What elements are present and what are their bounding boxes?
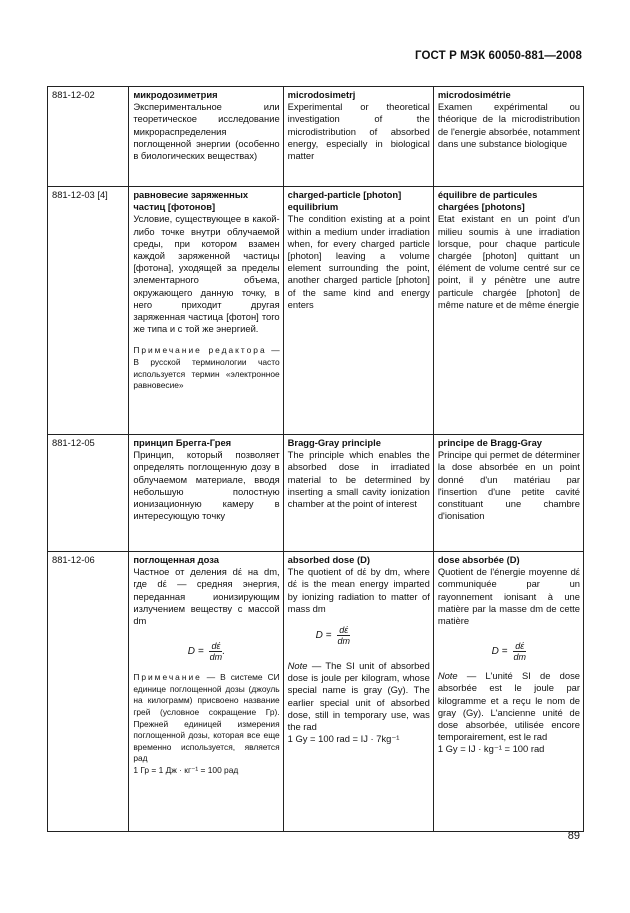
note-label: Примечание: [133, 672, 202, 683]
russian-term: равновесие заряженных частиц [фотонов]: [133, 189, 249, 213]
english-definition: The quotient of dέ by dm, where dέ is the mean energy imparted by ionizing radiation to matter of mass dm: [287, 566, 430, 614]
note-label: Примечание редактора: [133, 345, 267, 356]
russian-cell: [129, 435, 283, 552]
french-note: [438, 670, 580, 743]
english-term: charged-particle [photon] equilibrium: [287, 189, 402, 213]
formula-equals: =: [501, 646, 508, 658]
english-definition: Experimental or theoretical investigation of the microdistribution of absorbed energy, especially in biological matter: [287, 101, 430, 162]
unit-equation: 1 Гр = 1 Дж · кг⁻¹ = 100 рад: [133, 764, 239, 775]
table-row: [48, 552, 584, 832]
unit-equation: 1 Gy = 100 rad = IJ · 7kg⁻¹: [287, 733, 400, 745]
russian-note: [133, 672, 279, 765]
term-id-cell: 881-12-06: [48, 552, 129, 832]
french-term: dose absorbée (D): [437, 554, 520, 565]
french-cell: [433, 552, 583, 832]
formula-equals: =: [197, 646, 204, 658]
french-cell: [433, 187, 583, 435]
table-row: [48, 87, 584, 187]
table-row: [48, 187, 584, 435]
french-definition: Principe qui permet de déterminer la dose absorbée en un point donné d'un matériau par l'insertion d'une petite cavité constituant une chambre d'ionisation: [437, 449, 580, 522]
formula-fraction: [513, 641, 526, 662]
absorbed-dose-formula: [288, 625, 430, 646]
note-text: — В русской терминологии часто используется термин «электронное равновесие»: [133, 345, 280, 391]
english-note: [288, 660, 430, 733]
english-cell: [283, 187, 433, 435]
absorbed-dose-formula: [133, 641, 279, 662]
french-cell: [433, 435, 583, 552]
english-cell: [283, 435, 433, 552]
english-definition: The condition existing at a point within a medium under irradiation when, for every charged particle [photon] leaving a volume element surrounding the point, another charged particle [photon] of the same kind and energy enters: [287, 213, 430, 310]
formula-denominator: dm: [337, 636, 351, 647]
note-text: — L'unité SI de dose absorbée est le joule par kilogramme et a reçu le nom de gray (Gy). L'ancienne unité de dose absorbée, utilisée encore temporairement, est le rad: [437, 670, 580, 743]
formula-period: .: [222, 646, 226, 658]
formula-numerator: dέ: [339, 625, 349, 636]
russian-term: микродозиметрия: [133, 89, 218, 100]
formula-fraction: [209, 641, 222, 662]
russian-definition: Принцип, который позволяет определять поглощенную дозу в облучаемом материале, вводя небольшую полостную ионизационную камеру в интересующую точку: [133, 449, 280, 522]
formula-lhs: D: [491, 646, 499, 658]
french-term: équilibre de particules chargées [photons]: [437, 189, 538, 213]
note-text: — В системе СИ единице поглощенной дозы (джоуль на килограмм) присвоено название грей (условное сокращение Гр). Прежней единицей измерения поглощенной дозы, которая все еще временно используется, является рад: [133, 672, 280, 764]
formula-numerator: dέ: [211, 641, 221, 652]
document-header: ГОСТ Р МЭК 60050-881—2008: [415, 50, 582, 62]
formula-denominator: dm: [513, 652, 526, 663]
english-definition: The principle which enables the absorbed dose in irradiated material to be determined by inserting a small cavity ionization chamber at the point of interest: [287, 449, 430, 510]
note-label: Note: [437, 670, 458, 682]
french-definition: Examen expérimental ou théorique de la microdistribution de l'energie absorbée, notamment dans une substance biologique: [437, 101, 580, 149]
french-definition: Quotient de l'énergie moyenne dέ communiquée par un rayonnement ionisant à une matière par la masse dm de cette matière: [437, 566, 580, 627]
formula-lhs: D: [187, 646, 196, 658]
russian-definition: Частное от деления dέ на dm, где dέ — средняя энергия, переданная ионизирующим излучением веществу с массой dm: [133, 566, 280, 627]
russian-note: [133, 345, 279, 391]
french-cell: [433, 87, 583, 187]
english-cell: [283, 552, 433, 832]
english-term: Bragg-Gray principle: [287, 437, 381, 448]
russian-term: поглощенная доза: [133, 554, 219, 565]
note-text: — The SI unit of absorbed dose is joule per kilogram, whose special name is gray (Gy). The earlier special unit of absorbed dose, still in temporary use, was the rad: [287, 660, 430, 733]
english-term: microdosimetrj: [287, 89, 356, 100]
russian-definition: Условие, существующее в какой-либо точке внутри облучаемой среды, при котором взамен каждой заряженной частицы [фотона], уходящей за пределы элементарного объема, окружающего данную точку, в него приходит другая заряженная частица [фотон] того же типа и с той же энергией.: [133, 213, 280, 335]
russian-term: принцип Брегга-Грея: [133, 437, 232, 448]
unit-equation: 1 Gy = IJ · kg⁻¹ = 100 rad: [437, 743, 545, 755]
russian-cell: [129, 87, 283, 187]
formula-denominator: dm: [209, 652, 223, 663]
formula-fraction: [337, 625, 350, 646]
formula-lhs: D: [315, 630, 323, 642]
english-term: absorbed dose (D): [287, 554, 370, 565]
french-definition: Etat existant en un point d'un milieu soumis à une irradiation lorsque, pour chaque particule chargée [photon] quittant un élément de volume centré sur ce point, il y pénètre une autre particule chargée [photon] de même nature et de même énergie: [437, 213, 580, 310]
term-id-cell: 881-12-03 [4]: [48, 187, 129, 435]
note-label: Note: [287, 660, 308, 672]
formula-equals: =: [325, 630, 332, 642]
term-id-cell: 881-12-02: [48, 87, 129, 187]
russian-cell: [129, 552, 283, 832]
absorbed-dose-formula: [438, 641, 580, 662]
term-id-cell: 881-12-05: [48, 435, 129, 552]
russian-definition: Экспериментальное или теоретическое исследование микрораспределения поглощенной энергии (особенно в биологических веществах): [133, 101, 280, 162]
terminology-table: [47, 86, 584, 832]
formula-numerator: dέ: [515, 641, 525, 652]
russian-cell: [129, 187, 283, 435]
table-row: [48, 435, 584, 552]
page-number: 89: [567, 830, 580, 842]
english-cell: [283, 87, 433, 187]
french-term: microdosimétrie: [437, 89, 511, 100]
french-term: principe de Bragg-Gray: [437, 437, 543, 448]
